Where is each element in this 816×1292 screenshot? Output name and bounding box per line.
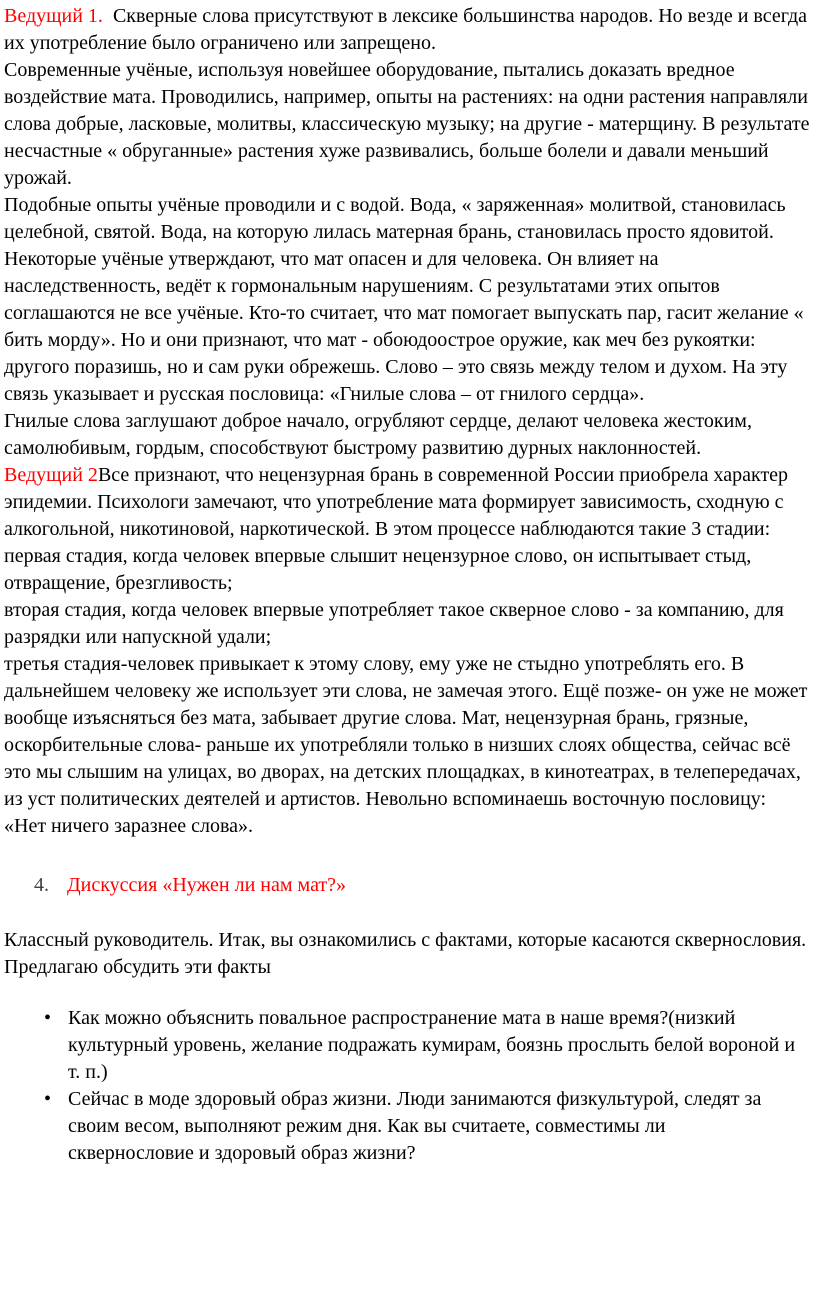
bullet-item-1-text: Как можно объяснить повальное распространение мата в наше время?(низкий культурный уровень, желание подражать кумирам, боязнь прослыть белой вороной и т. п.) [68, 1007, 801, 1083]
paragraph-plant-experiments: Современные учёные, используя новейшее оборудование, пытались доказать вредное воздействие мата. Проводились, например, опыты на растениях: на одни растения направляли слова добрые, ласковые, молитвы, классическую музыку; на другие - матерщину. В результате несчастные « обруганные» растения хуже развивались, больше болели и давали меньший урожай. [4, 59, 815, 189]
speaker-1-label: Ведущий 1. [4, 5, 113, 27]
numbered-item-4 [4, 872, 810, 899]
paragraph-stage-1: первая стадия, когда человек впервые слышит нецензурное слово, он испытывает стыд, отвращение, брезгливость; [4, 545, 757, 594]
bullet-icon: • [44, 1088, 52, 1110]
paragraph-stage-3: третья стадия-человек привыкает к этому слову, ему уже не стыдно употреблять его. В дальнейшем человеку же использует эти слова, не замечая этого. Ещё позже- он уже не может вообще изъясняться без мата, забывает другие слова. Мат, нецензурная брань, грязные, оскорбительные слова- раньше их употребляли только в низших слоях общества, сейчас всё это мы слышим на улицах, во дворах, на детских площадках, в кинотеатрах, в телепередачах, из уст политических деятелей и артистов. Невольно вспоминаешь восточную пословицу: «Нет ничего заразнее слова». [4, 653, 813, 837]
bullet-item-2-text: Сейчас в моде здоровый образ жизни. Люди занимаются физкультурой, следят за своим весом, выполняют режим дня. Как вы считаете, совместимы ли сквернословие и здоровый образ жизни? [68, 1088, 767, 1164]
speaker-2-label: Ведущий 2 [4, 464, 98, 486]
bullet-list [4, 1005, 810, 1167]
bullet-item-2 [4, 1086, 810, 1167]
paragraph-vedushchiy-2-text: Все признают, что нецензурная брань в современной России приобрела характер эпидемии. Психологи замечают, что употребление мата формирует зависимость, сходную с алкогольной, никотиновой, наркотической. В этом процессе наблюдаются такие 3 стадии: [4, 464, 794, 540]
paragraph-vedushchiy-2 [4, 462, 810, 543]
list-number: 4. [34, 874, 49, 896]
paragraph-vedushchiy-1 [4, 3, 813, 57]
paragraph-gnilye-slova: Гнилые слова заглушают доброе начало, огрубляют сердце, делают человека жестоким, самолюбивым, гордым, способствуют быстрому развитию дурных наклонностей. [4, 410, 757, 459]
paragraph-stage-2: вторая стадия, когда человек впервые употребляет такое скверное слово - за компанию, для разрядки или напускной удали; [4, 599, 789, 648]
bullet-icon: • [44, 1007, 52, 1029]
bullet-item-1 [4, 1005, 810, 1086]
paragraph-water-experiments: Подобные опыты учёные проводили и с водой. Вода, « заряженная» молитвой, становилась целебной, святой. Вода, на которую лилась матерная брань, становилась просто ядовитой. Некоторые учёные утверждают, что мат опасен и для человека. Он влияет на наследственность, ведёт к гормональным нарушениям. С результатами этих опытов соглашаются не все учёные. Кто-то считает, что мат помогает выпускать пар, гасит желание « бить морду». Но и они признают, что мат - обоюдоострое оружие, как меч без рукоятки: другого поразишь, но и сам руки обрежешь. Слово – это связь между телом и духом. На эту связь указывает и русская пословица: «Гнилые слова – от гнилого сердца». [4, 194, 809, 405]
paragraph-vedushchiy-1-text: Скверные слова присутствуют в лексике большинства народов. Но везде и всегда их употребление было ограничено или запрещено. [4, 5, 813, 54]
discussion-heading: Дискуссия «Нужен ли нам мат?» [67, 874, 347, 896]
paragraph-teacher: Классный руководитель. Итак, вы ознакомились с фактами, которые касаются сквернословия. Предлагаю обсудить эти факты [4, 929, 812, 978]
